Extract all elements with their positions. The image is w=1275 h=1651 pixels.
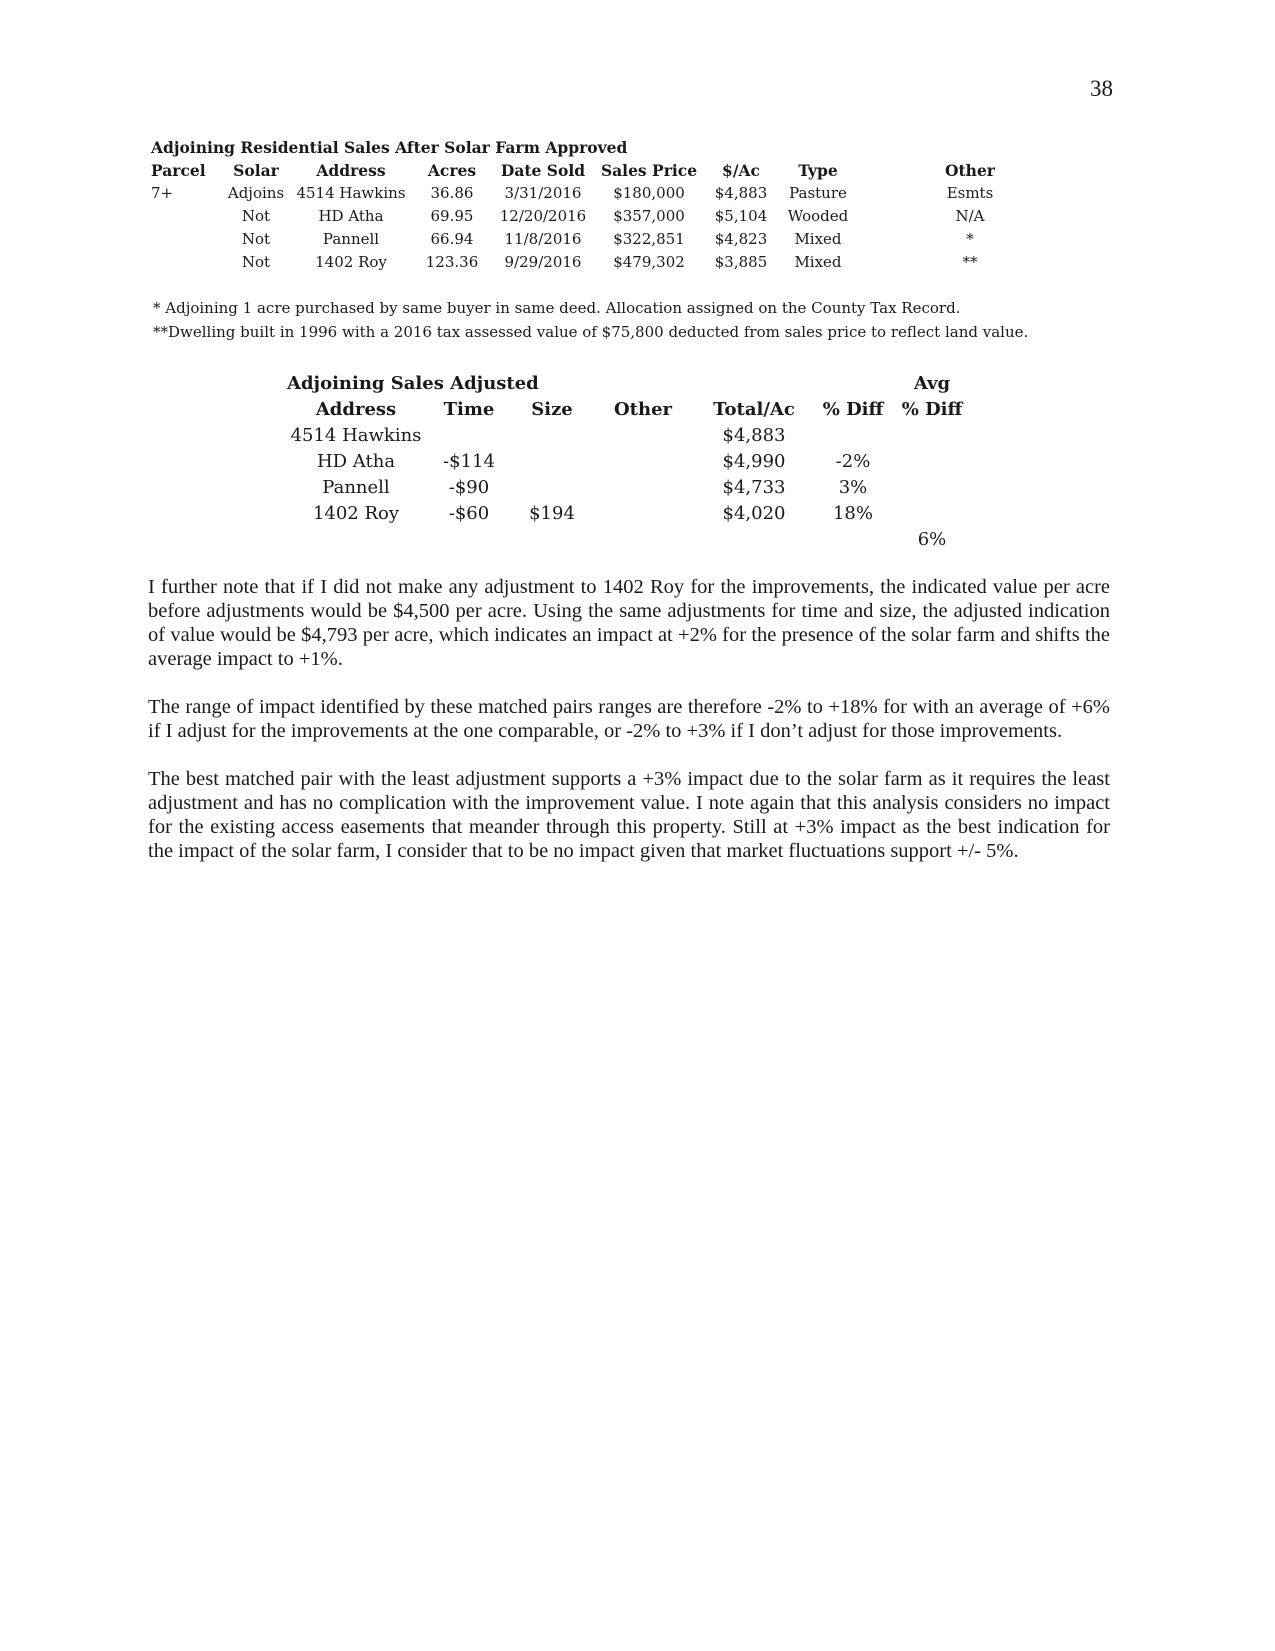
cell-type: Wooded <box>787 207 849 225</box>
table-row <box>151 205 1015 228</box>
footnote: **Dwelling built in 1996 with a 2016 tax assessed value of $75,800 deducted from sales price to reflect land value. <box>153 323 1029 341</box>
cell-size: $194 <box>529 502 575 524</box>
header-sales-price: Sales Price <box>600 161 698 180</box>
cell-acres: 36.86 <box>430 184 474 202</box>
cell-time: -$90 <box>448 476 490 498</box>
cell-total-per-acre <box>695 526 813 552</box>
paragraph: I further note that if I did not make any adjustment to 1402 Roy for the improvements, the indicated value per acre before adjustments would be $4,500 per acre. Using the same adjustments for time and size, the adjusted indication of value would be $4,793 per acre, which indicates an impact at +2% for the presence of the solar farm and shifts the average impact to +1%. <box>148 576 1110 670</box>
cell-size <box>513 422 591 448</box>
adjusted-title-row <box>287 370 971 396</box>
adjusted-table-section <box>287 370 971 552</box>
paragraph: The best matched pair with the least adjustment supports a +3% impact due to the solar farm as it requires the least adjustment and has no complication with the improvement value. I note again that this analysis considers no impact for the existing access easements that meander through this property. Still at +3% impact as the best indication for the impact of the solar farm, I consider that to be no impact given that market fluctuations support +/- 5%. <box>148 768 1110 862</box>
cell-address: 1402 Roy <box>312 502 400 524</box>
table-row <box>287 526 971 552</box>
cell-pct-diff: -2% <box>835 450 871 472</box>
cell-address: 4514 Hawkins <box>290 424 422 446</box>
cell-pct-diff <box>813 422 893 448</box>
cell-pct-diff: 3% <box>838 476 868 498</box>
cell-other: ** <box>962 253 978 271</box>
cell-address <box>287 526 425 552</box>
cell-parcel <box>151 205 221 228</box>
cell-other: N/A <box>955 207 985 225</box>
cell-solar: Not <box>241 207 271 225</box>
header-time: Time <box>443 398 495 420</box>
cell-other <box>591 422 695 448</box>
cell-date-sold: 9/29/2016 <box>504 253 582 271</box>
footnotes <box>153 296 1028 344</box>
table-row <box>287 448 971 474</box>
header-other: Other <box>945 161 995 180</box>
cell-other <box>591 500 695 526</box>
header-avg: Avg <box>913 372 951 394</box>
body-text <box>148 575 1110 887</box>
cell-time <box>425 422 513 448</box>
cell-per-acre: $4,823 <box>714 230 768 248</box>
header-address: Address <box>315 398 397 420</box>
cell-size <box>513 526 591 552</box>
cell-parcel <box>151 251 221 274</box>
cell-type: Mixed <box>794 253 842 271</box>
adjusted-table <box>287 370 971 552</box>
cell-address: Pannell <box>322 476 390 498</box>
cell-date-sold: 3/31/2016 <box>504 184 582 202</box>
cell-total-per-acre: $4,990 <box>722 450 786 472</box>
cell-solar: Adjoins <box>227 184 285 202</box>
cell-other: Esmts <box>946 184 994 202</box>
sales-table-section <box>151 136 1015 274</box>
cell-sales-price: $357,000 <box>613 207 685 225</box>
cell-parcel: 7+ <box>151 184 174 202</box>
paragraph: The range of impact identified by these matched pairs ranges are therefore -2% to +18% for with an average of +6% if I adjust for the improvements at the one comparable, or -2% to +3% if I don’t adjust for those improvements. <box>148 696 1110 742</box>
cell-parcel <box>151 228 221 251</box>
header-pct-diff: % Diff <box>822 398 884 420</box>
cell-sales-price: $479,302 <box>613 253 685 271</box>
header-parcel: Parcel <box>151 161 206 180</box>
table-row <box>287 500 971 526</box>
table-row <box>151 251 1015 274</box>
cell-sales-price: $180,000 <box>613 184 685 202</box>
adjusted-header-row <box>287 396 971 422</box>
cell-avg-pct-diff <box>893 422 971 448</box>
header-type: Type <box>798 161 838 180</box>
header-date-sold: Date Sold <box>500 161 586 180</box>
table-row <box>287 474 971 500</box>
header-acres: Acres <box>427 161 477 180</box>
cell-other <box>591 474 695 500</box>
cell-address: 1402 Roy <box>315 253 387 271</box>
cell-avg-pct-diff <box>893 474 971 500</box>
cell-sales-price: $322,851 <box>613 230 685 248</box>
header-size: Size <box>531 398 573 420</box>
header-solar: Solar <box>233 161 279 180</box>
adjusted-table-title: Adjoining Sales Adjusted <box>287 372 539 394</box>
cell-size <box>513 448 591 474</box>
cell-total-per-acre: $4,733 <box>722 476 786 498</box>
table-row <box>287 422 971 448</box>
cell-pct-diff <box>813 526 893 552</box>
cell-type: Mixed <box>794 230 842 248</box>
cell-per-acre: $3,885 <box>714 253 768 271</box>
footnote: * Adjoining 1 acre purchased by same buyer in same deed. Allocation assigned on the County Tax Record. <box>153 299 961 317</box>
cell-address: Pannell <box>322 230 380 248</box>
cell-acres: 123.36 <box>425 253 479 271</box>
cell-other <box>591 526 695 552</box>
cell-date-sold: 11/8/2016 <box>504 230 582 248</box>
cell-date-sold: 12/20/2016 <box>499 207 587 225</box>
cell-avg-pct-diff <box>893 500 971 526</box>
cell-acres: 69.95 <box>430 207 474 225</box>
cell-per-acre: $5,104 <box>714 207 768 225</box>
sales-table-header-row <box>151 159 1015 182</box>
cell-type: Pasture <box>789 184 847 202</box>
header-total-per-acre: Total/Ac <box>713 398 795 420</box>
cell-time <box>425 526 513 552</box>
sales-table <box>151 159 1015 274</box>
cell-acres: 66.94 <box>430 230 474 248</box>
cell-address: HD Atha <box>318 207 384 225</box>
cell-address: HD Atha <box>316 450 396 472</box>
cell-average-impact: 6% <box>917 528 947 550</box>
cell-other <box>591 448 695 474</box>
cell-time: -$60 <box>448 502 490 524</box>
cell-size <box>513 474 591 500</box>
cell-pct-diff: 18% <box>832 502 873 524</box>
header-address: Address <box>316 161 386 180</box>
page-number: 38 <box>1090 76 1113 101</box>
cell-address: 4514 Hawkins <box>296 184 406 202</box>
cell-avg-pct-diff <box>893 448 971 474</box>
table-row <box>151 228 1015 251</box>
sales-table-title: Adjoining Residential Sales After Solar Farm Approved <box>151 138 628 157</box>
cell-time: -$114 <box>443 450 495 472</box>
header-other: Other <box>613 398 673 420</box>
cell-total-per-acre: $4,883 <box>722 424 786 446</box>
cell-per-acre: $4,883 <box>714 184 768 202</box>
cell-total-per-acre: $4,020 <box>722 502 786 524</box>
header-avg-pct-diff: % Diff <box>901 398 963 420</box>
cell-other: * <box>966 230 974 248</box>
header-per-acre: $/Ac <box>722 161 760 180</box>
cell-solar: Not <box>241 253 271 271</box>
table-row <box>151 182 1015 205</box>
cell-solar: Not <box>241 230 271 248</box>
